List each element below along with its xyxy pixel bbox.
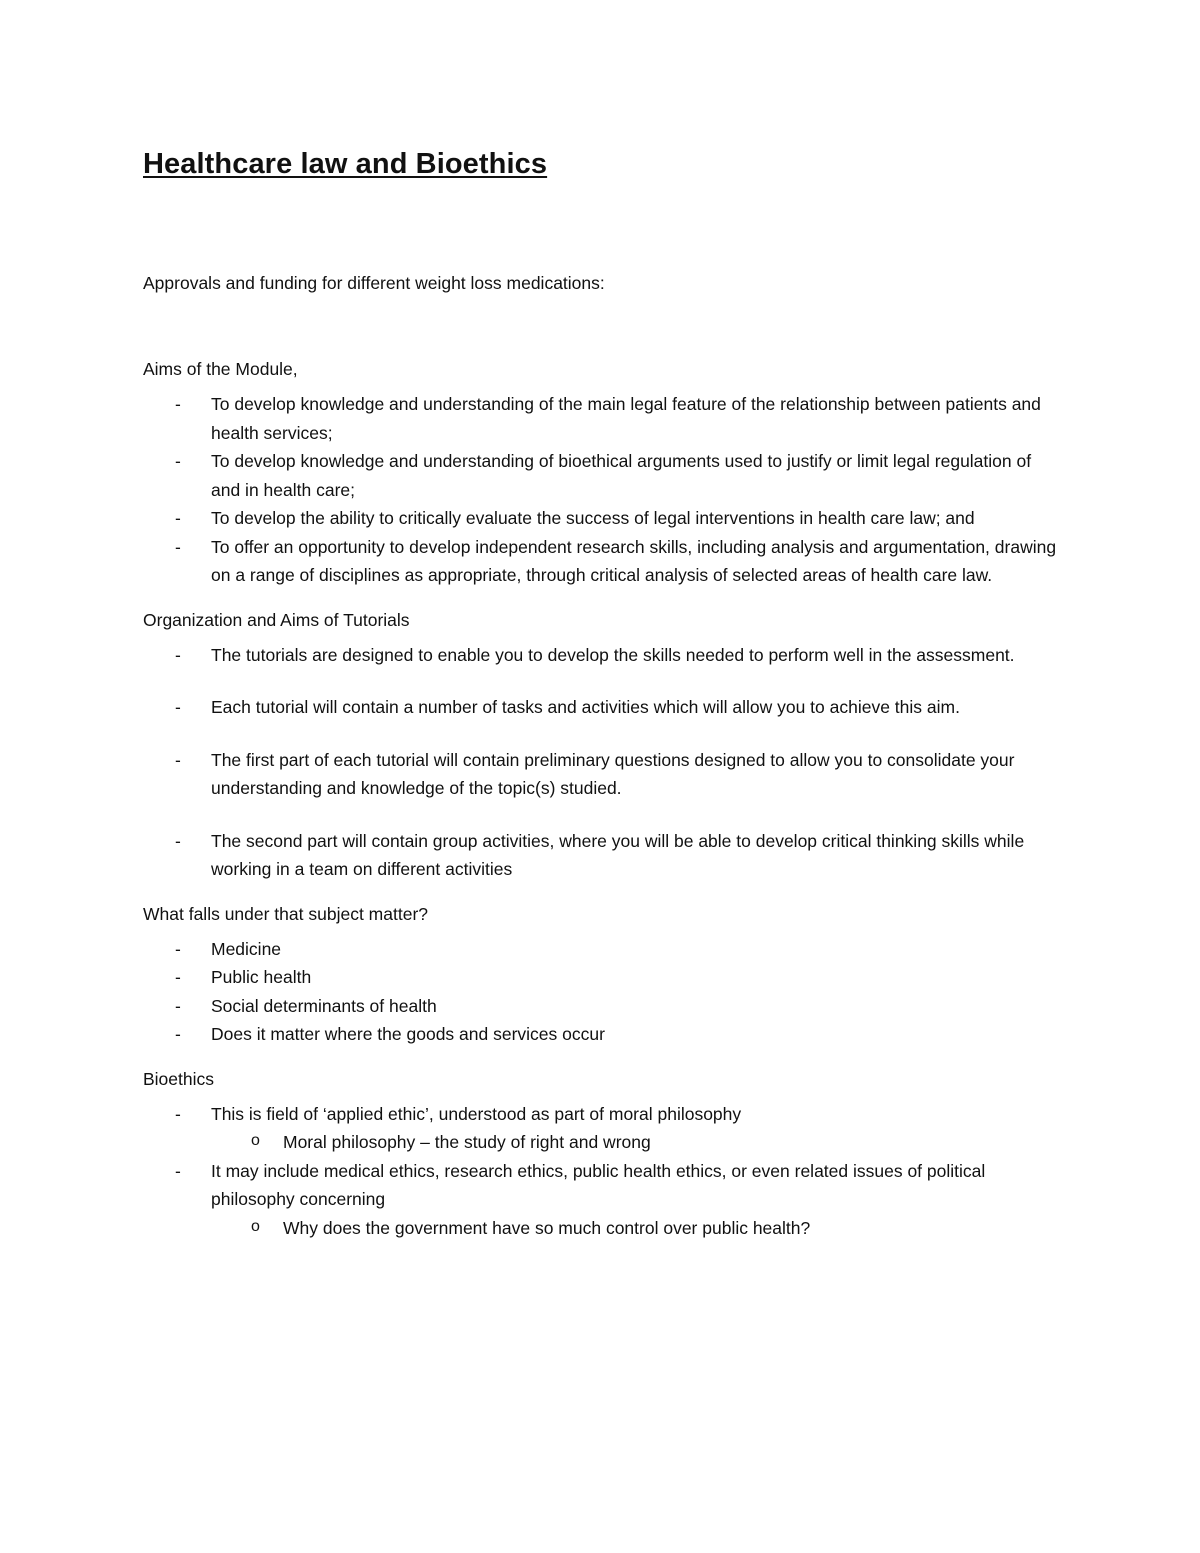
list-item [143,1020,1063,1049]
list-item-text: Each tutorial will contain a number of tasks and activities which will allow you to achieve this aim. [211,697,960,717]
intro-line: Approvals and funding for different weight loss medications: [143,273,605,293]
dash-marker: - [175,644,181,665]
dash-marker: - [175,967,181,987]
list-item-text: Does it matter where the goods and services occur [211,1024,605,1044]
dash-marker: - [175,830,181,851]
subject-list [143,935,1063,1049]
list-item [143,641,1063,670]
list-item [143,533,1063,590]
document-title: Healthcare law and Bioethics [143,148,548,180]
subject-heading: What falls under that subject matter? [143,903,428,924]
list-item [143,827,1063,884]
list-item-text: Public health [211,967,312,987]
list-item-text: The first part of each tutorial will contain preliminary questions designed to allow you to consolidate your understanding and knowledge of the topic(s) studied. [211,749,1015,798]
aims-heading: Aims of the Module, [143,359,298,379]
sub-list-item-text: Why does the government have so much control over public health? [283,1217,811,1238]
aims-list [143,390,1063,590]
list-item [143,935,1063,964]
list-item-text: Social determinants of health [211,995,437,1016]
dash-marker: - [175,1103,181,1124]
circle-bullet-marker: o [251,1217,260,1235]
dash-marker: - [175,1160,181,1181]
sub-list [211,1128,1063,1157]
list-item [143,447,1063,504]
list-item [143,504,1063,533]
list-item-text: To develop the ability to critically evaluate the success of legal interventions in health care law; and [211,508,975,528]
dash-marker: - [175,536,181,557]
list-item [143,746,1063,803]
list-item [143,693,1063,722]
circle-bullet-marker: o [251,1132,260,1149]
bioethics-list [143,1100,1063,1243]
list-item [143,390,1063,447]
list-item [143,992,1063,1021]
dash-marker: - [175,938,181,959]
sub-list-item [211,1128,1063,1157]
list-item-text: To develop knowledge and understanding of the main legal feature of the relationship between patients and health services; [211,394,1041,443]
dash-marker: - [175,394,181,414]
dash-marker: - [175,451,181,471]
dash-marker: - [175,697,181,717]
list-item [143,1100,1063,1157]
list-item-text: To offer an opportunity to develop independent research skills, including analysis and argumentation, drawing on a range of disciplines as appropriate, through critical analysis of selected areas of health care law. [211,536,1057,585]
list-item-text: To develop knowledge and understanding of bioethical arguments used to justify or limit legal regulation of and in health care; [211,451,1032,500]
list-item-text: This is field of ‘applied ethic’, understood as part of moral philosophy [211,1103,742,1124]
tutorials-list [143,641,1063,884]
dash-marker: - [175,995,181,1016]
list-item-text: The second part will contain group activities, where you will be able to develop critical thinking skills while working in a team on different activities [211,830,1025,879]
bioethics-heading: Bioethics [143,1068,215,1089]
list-item-text: The tutorials are designed to enable you to develop the skills needed to perform well in the assessment. [211,644,1015,665]
list-item [143,963,1063,992]
sub-list-item-text: Moral philosophy – the study of right and wrong [283,1132,651,1152]
sub-list-item [211,1214,1063,1243]
document-body [143,146,1063,1242]
dash-marker: - [175,508,181,528]
tutorials-heading: Organization and Aims of Tutorials [143,609,410,630]
list-item-text: It may include medical ethics, research ethics, public health ethics, or even related issues of political philosophy concerning [211,1160,986,1209]
list-item [143,1157,1063,1243]
dash-marker: - [175,749,181,770]
list-item-text: Medicine [211,938,282,959]
sub-list [211,1214,1063,1243]
dash-marker: - [175,1024,181,1044]
